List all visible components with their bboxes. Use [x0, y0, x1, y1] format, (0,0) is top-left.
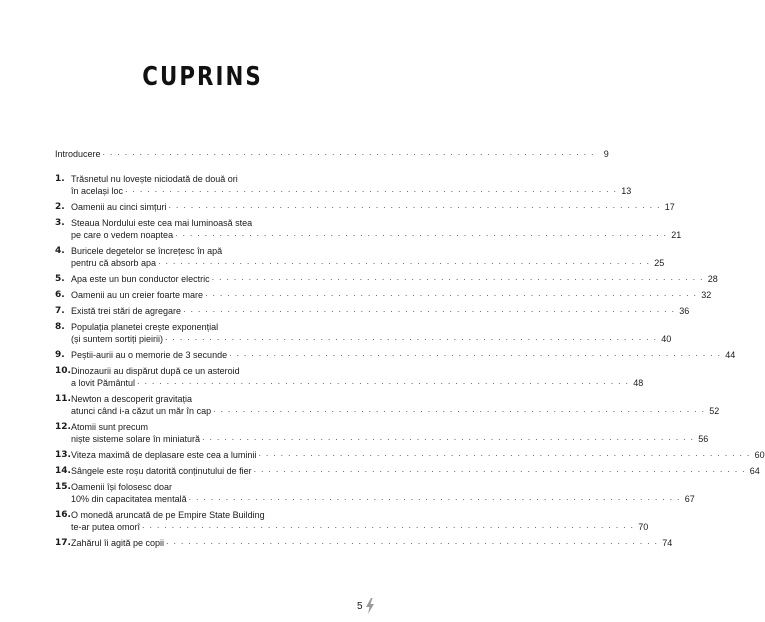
- toc-entry-page: 44: [725, 350, 736, 360]
- toc-entry: [55, 393, 720, 417]
- toc-entry-title: (și suntem sortiți pieirii): [71, 334, 164, 344]
- toc-entry: [55, 245, 665, 269]
- toc-entry-number: 4.: [55, 246, 65, 256]
- toc-entry-number: 3.: [55, 218, 65, 228]
- toc-entry-page: 56: [698, 434, 709, 444]
- toc-entry-line: [71, 520, 649, 533]
- toc-entry-title: Oamenii își folosesc doar: [71, 482, 173, 492]
- toc-entry-body: [71, 173, 632, 197]
- toc-entry-title: a lovit Pământul: [71, 378, 136, 388]
- toc-entry-number: 11.: [55, 394, 71, 404]
- toc-entry-line: [71, 492, 695, 505]
- toc-entry-title: Populația planetei crește exponențial: [71, 322, 219, 332]
- toc-entry-page: 74: [662, 538, 673, 548]
- toc-intro: [55, 147, 609, 160]
- toc-entry-number: 2.: [55, 202, 65, 212]
- toc-entry-page: 21: [671, 230, 682, 240]
- dot-leader: . . . . . . . . . . . . . . . . . . . . . . . . . . . . . . . . . . . . . . . . . . . . . . . . . . . . . . . . . . . . . . . . . . .: [165, 332, 658, 342]
- toc-entry-title: Viteza maximă de deplasare este cea a luminii: [71, 450, 257, 460]
- toc-entry-page: 70: [638, 522, 649, 532]
- toc-entry-page: 32: [701, 290, 712, 300]
- dot-leader: . . . . . . . . . . . . . . . . . . . . . . . . . . . . . . . . . . . . . . . . . . . . . . . . . . . . . . . . . . . . . . . . . . .: [253, 464, 746, 474]
- toc-entry-title: pentru că absorb apa: [71, 258, 157, 268]
- toc-entry-body: [71, 217, 682, 241]
- toc-entry: [55, 348, 736, 361]
- toc-entry-title: Oamenii au un creier foarte mare: [71, 290, 204, 300]
- toc-entry-title: Trăsnetul nu lovește niciodată de două ori: [71, 174, 238, 184]
- toc-entry-number: 16.: [55, 510, 71, 520]
- toc-entry-page: 67: [684, 494, 695, 504]
- toc-entry-line: [71, 432, 709, 445]
- dot-leader: . . . . . . . . . . . . . . . . . . . . . . . . . . . . . . . . . . . . . . . . . . . . . . . . . . . . . . . . . . . . . . . . . . .: [202, 432, 695, 442]
- toc-entry-number: 8.: [55, 322, 65, 332]
- toc-entry-number: 17.: [55, 538, 71, 548]
- toc-entry: [55, 200, 675, 213]
- toc-entry-number: 6.: [55, 290, 65, 300]
- toc-entries: [55, 173, 765, 549]
- toc-entry-line: [71, 288, 712, 301]
- toc-entry-title: Newton a descoperit gravitația: [71, 394, 193, 404]
- toc-entry-title: Oamenii au cinci simțuri: [71, 202, 167, 212]
- toc-entry-body: [71, 393, 720, 417]
- toc-entry-title: O monedă aruncată de pe Empire State Building: [71, 510, 265, 520]
- toc-entry-title: Peștii-aurii au o memorie de 3 secunde: [71, 350, 228, 360]
- toc-entry-title: niște sisteme solare în miniatură: [71, 434, 201, 444]
- dot-leader: . . . . . . . . . . . . . . . . . . . . . . . . . . . . . . . . . . . . . . . . . . . . . . . . . . . . . . . . . . . . . . . . . . .: [166, 536, 659, 546]
- toc-entry-title: Atomii sunt precum: [71, 422, 149, 432]
- toc-entry-body: [71, 304, 690, 317]
- toc-intro-page: 9: [603, 149, 609, 159]
- toc-entry: [55, 448, 765, 461]
- page-number: 5: [357, 600, 363, 612]
- toc-entry-line: [71, 348, 736, 361]
- dot-leader: . . . . . . . . . . . . . . . . . . . . . . . . . . . . . . . . . . . . . . . . . . . . . . . . . . . . . . . . . . . . . . . . . . .: [188, 492, 681, 502]
- toc-entry-title: Steaua Nordului este cea mai luminoasă stea: [71, 218, 253, 228]
- toc-entry-line: [71, 448, 765, 461]
- dot-leader: . . . . . . . . . . . . . . . . . . . . . . . . . . . . . . . . . . . . . . . . . . . . . . . . . . . . . . . . . . . . . . . . . . .: [142, 520, 635, 530]
- page-footer: [357, 598, 374, 614]
- toc-entry: [55, 288, 712, 301]
- toc-entry: [55, 481, 695, 505]
- dot-leader: . . . . . . . . . . . . . . . . . . . . . . . . . . . . . . . . . . . . . . . . . . . . . . . . . . . . . . . . . . . . . . . . . . .: [258, 448, 751, 458]
- toc-entry-page: 52: [709, 406, 720, 416]
- toc-entry-title: Sângele este roșu datorită conținutului de fier: [71, 466, 252, 476]
- toc-entry-page: 64: [749, 466, 760, 476]
- toc-entry-body: [71, 245, 665, 269]
- toc-entry-body: [71, 536, 673, 549]
- toc-entry-body: [71, 348, 736, 361]
- toc-entry-line: [71, 332, 672, 345]
- toc-entry-body: [71, 365, 644, 389]
- toc-entry-page: 25: [654, 258, 665, 268]
- toc-entry-title: te-ar putea omorî: [71, 522, 141, 532]
- toc-entry: [55, 365, 644, 389]
- toc-entry-line: [71, 256, 665, 269]
- toc-entry-number: 9.: [55, 350, 65, 360]
- toc-entry-title: Dinozaurii au dispărut după ce un asteroid: [71, 366, 240, 376]
- dot-leader: . . . . . . . . . . . . . . . . . . . . . . . . . . . . . . . . . . . . . . . . . . . . . . . . . . . . . . . . . . . . . . . . . . .: [213, 404, 706, 414]
- toc-entry-number: 5.: [55, 274, 65, 284]
- toc-entry-line: [71, 272, 718, 285]
- toc-entry-body: [71, 200, 675, 213]
- toc-entry-number: 12.: [55, 422, 71, 432]
- toc-entry-page: 60: [754, 450, 765, 460]
- toc-entry-line: [71, 228, 682, 241]
- dot-leader: . . . . . . . . . . . . . . . . . . . . . . . . . . . . . . . . . . . . . . . . . . . . . . . . . . . . . . . . . . . . . . . . . . .: [211, 272, 704, 282]
- toc-entry-page: 28: [707, 274, 718, 284]
- toc-entry-title: atunci când i-a căzut un măr în cap: [71, 406, 212, 416]
- toc-entry-title: în același loc: [71, 186, 124, 196]
- toc-entry-body: [71, 421, 709, 445]
- toc-entry-body: [71, 509, 649, 533]
- toc-entry-body: [71, 321, 672, 345]
- toc-entry-page: 13: [621, 186, 632, 196]
- toc-entry-line: [71, 200, 675, 213]
- dot-leader: . . . . . . . . . . . . . . . . . . . . . . . . . . . . . . . . . . . . . . . . . . . . . . . . . . . . . . . . . . . . . . . . . . .: [175, 228, 668, 238]
- toc-entry-number: 13.: [55, 450, 71, 460]
- toc-entry-page: 48: [633, 378, 644, 388]
- table-of-contents: [55, 147, 765, 553]
- toc-entry: [55, 272, 718, 285]
- toc-entry-body: [71, 448, 765, 461]
- lightning-bolt-icon: [366, 598, 374, 614]
- dot-leader: . . . . . . . . . . . . . . . . . . . . . . . . . . . . . . . . . . . . . . . . . . . . . . . . . . . . . . . . . . . . . . . . . . .: [137, 376, 630, 386]
- toc-entry-body: [71, 272, 718, 285]
- dot-leader: . . . . . . . . . . . . . . . . . . . . . . . . . . . . . . . . . . . . . . . . . . . . . . . . . . . . . . . . . . . . . . . . . . .: [102, 147, 595, 157]
- dot-leader: . . . . . . . . . . . . . . . . . . . . . . . . . . . . . . . . . . . . . . . . . . . . . . . . . . . . . . . . . . . . . . . . . . .: [229, 348, 722, 358]
- toc-entry-line: [71, 536, 673, 549]
- toc-entry: [55, 321, 672, 345]
- toc-entry-title: Buricele degetelor se încrețesc în apă: [71, 246, 223, 256]
- toc-entry: [55, 421, 709, 445]
- dot-leader: . . . . . . . . . . . . . . . . . . . . . . . . . . . . . . . . . . . . . . . . . . . . . . . . . . . . . . . . . . . . . . . . . . .: [183, 304, 676, 314]
- toc-entry: [55, 536, 673, 549]
- toc-entry-number: 1.: [55, 174, 65, 184]
- toc-entry-line: [71, 404, 720, 417]
- toc-entry-body: [71, 464, 760, 477]
- dot-leader: . . . . . . . . . . . . . . . . . . . . . . . . . . . . . . . . . . . . . . . . . . . . . . . . . . . . . . . . . . . . . . . . . . .: [168, 200, 661, 210]
- toc-entry: [55, 464, 760, 477]
- toc-entry-page: 40: [661, 334, 672, 344]
- toc-entry: [55, 217, 682, 241]
- toc-entry-title: Există trei stări de agregare: [71, 306, 182, 316]
- toc-entry: [55, 509, 649, 533]
- toc-entry-line: [71, 304, 690, 317]
- toc-entry-page: 17: [664, 202, 675, 212]
- toc-entry-title: pe care o vedem noaptea: [71, 230, 174, 240]
- dot-leader: . . . . . . . . . . . . . . . . . . . . . . . . . . . . . . . . . . . . . . . . . . . . . . . . . . . . . . . . . . . . . . . . . . .: [158, 256, 651, 266]
- toc-entry-body: [71, 288, 712, 301]
- toc-entry-number: 10.: [55, 366, 71, 376]
- toc-entry-title: Zahărul îi agită pe copii: [71, 538, 165, 548]
- toc-entry-body: [71, 481, 695, 505]
- toc-entry-line: [71, 184, 632, 197]
- toc-intro-label: Introducere: [55, 149, 101, 159]
- toc-entry-title: 10% din capacitatea mentală: [71, 494, 187, 504]
- toc-entry-title: Apa este un bun conductor electric: [71, 274, 210, 284]
- dot-leader: . . . . . . . . . . . . . . . . . . . . . . . . . . . . . . . . . . . . . . . . . . . . . . . . . . . . . . . . . . . . . . . . . . .: [125, 184, 618, 194]
- toc-entry: [55, 304, 690, 317]
- page-title: CUPRINS: [142, 62, 263, 92]
- toc-entry-number: 14.: [55, 466, 71, 476]
- toc-entry-line: [71, 376, 644, 389]
- toc-entry: [55, 173, 632, 197]
- toc-entry-number: 7.: [55, 306, 65, 316]
- toc-entry-line: [71, 464, 760, 477]
- toc-entry-page: 36: [679, 306, 690, 316]
- toc-entry-number: 15.: [55, 482, 71, 492]
- dot-leader: . . . . . . . . . . . . . . . . . . . . . . . . . . . . . . . . . . . . . . . . . . . . . . . . . . . . . . . . . . . . . . . . . . .: [205, 288, 698, 298]
